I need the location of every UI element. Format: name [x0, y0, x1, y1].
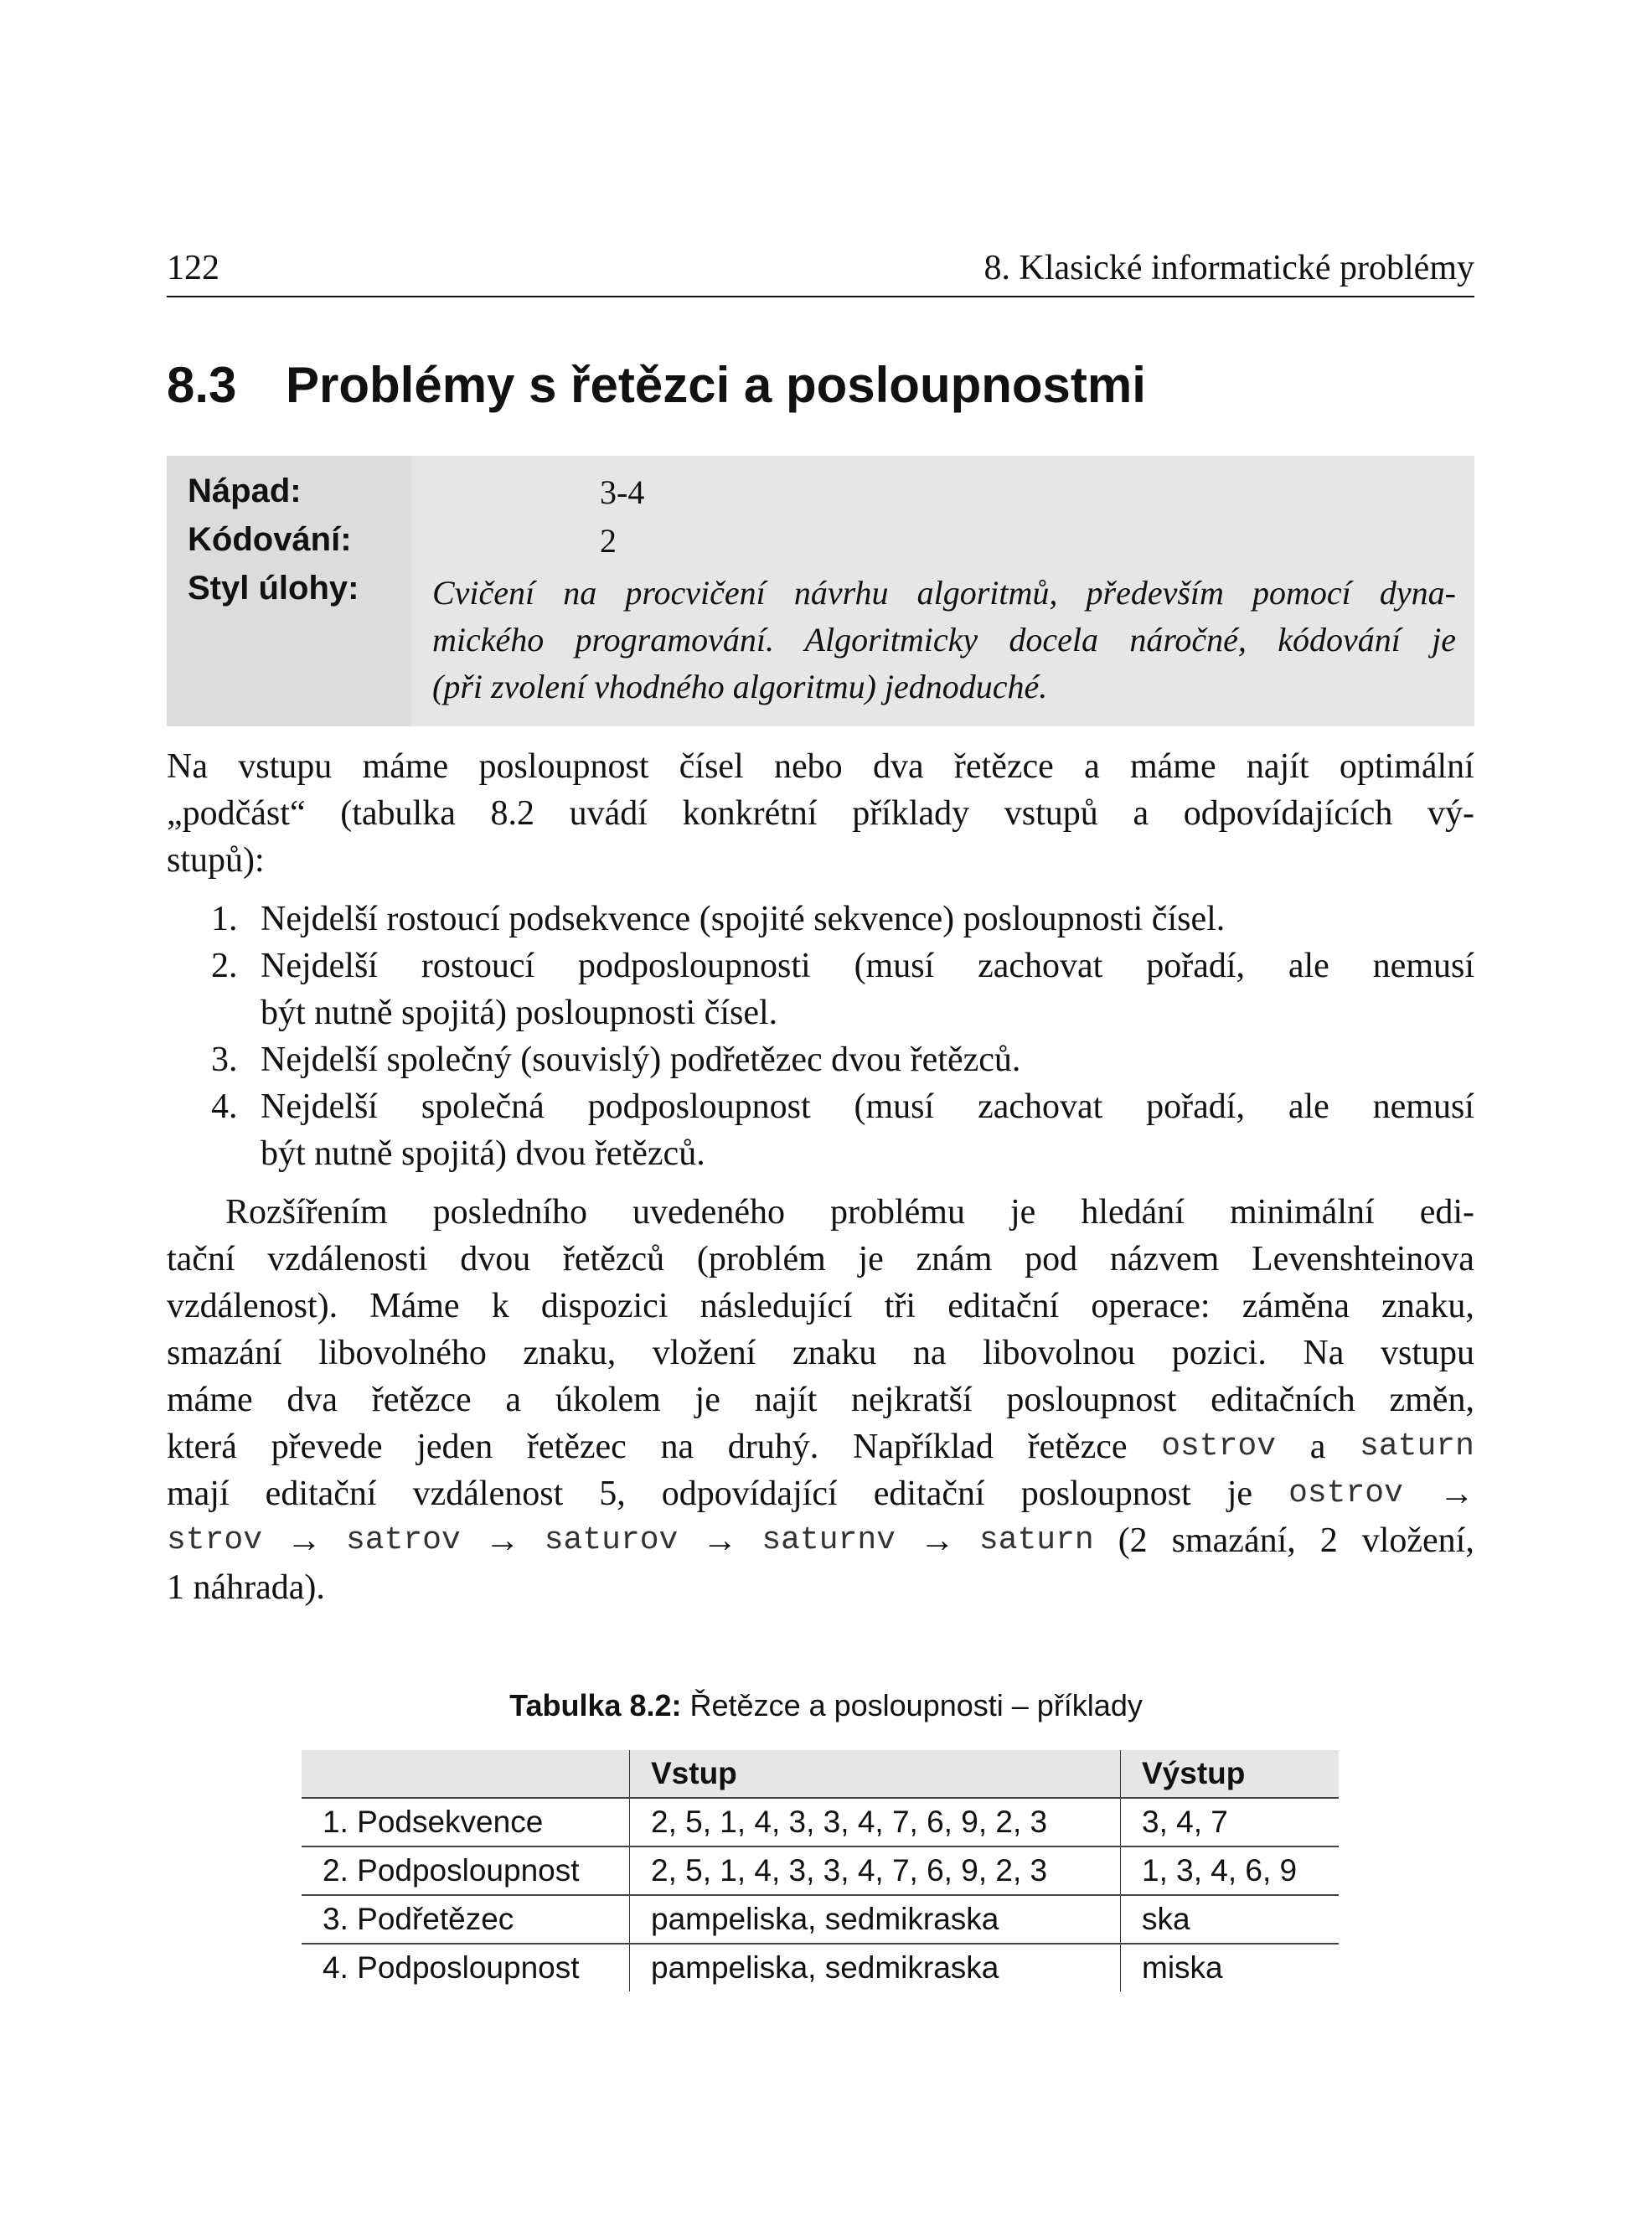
- word: je: [694, 1381, 720, 1419]
- kodovani-value: 2: [600, 522, 617, 560]
- problem-infobox: [167, 456, 1474, 726]
- page-number: 122: [167, 249, 219, 287]
- word: podřetězec: [669, 1041, 823, 1079]
- table-header-cell: [302, 1750, 630, 1798]
- word: řetězců: [562, 1240, 665, 1278]
- text-line: [261, 943, 1474, 989]
- napad-label: Nápad:: [188, 473, 302, 509]
- word: být: [261, 994, 306, 1032]
- word: dva: [287, 1381, 338, 1419]
- section-title: Problémy s řetězci a posloupnostmi: [286, 357, 1146, 413]
- text-line: [261, 1130, 1474, 1177]
- word: Rozšířením: [225, 1193, 388, 1232]
- table-header-cell: Výstup: [1121, 1750, 1340, 1798]
- word: společná: [421, 1087, 545, 1126]
- word: nebo: [774, 747, 843, 786]
- code-word: ostrov: [1288, 1475, 1403, 1511]
- word: druhý.: [727, 1428, 819, 1466]
- word: uvádí: [569, 794, 648, 833]
- word: [901, 1036, 911, 1083]
- table-header-row: [302, 1750, 1339, 1798]
- word: dva: [872, 747, 924, 786]
- word: tři: [884, 1287, 916, 1325]
- list-number: 2.: [211, 947, 238, 985]
- word: najít: [1246, 747, 1309, 786]
- word: [378, 1036, 387, 1083]
- text-line: [167, 1517, 1474, 1564]
- word: pořadí,: [1146, 1087, 1245, 1126]
- word: která: [167, 1428, 237, 1466]
- word: editační: [947, 1287, 1060, 1325]
- word: odpovídajících: [1183, 794, 1393, 833]
- code-word: saturn: [978, 1522, 1094, 1558]
- word: nutně: [314, 994, 393, 1032]
- table-cell: 2, 5, 1, 4, 3, 3, 4, 7, 6, 9, 2, 3: [630, 1798, 1121, 1846]
- word: [690, 896, 700, 943]
- word: libovolnou: [983, 1334, 1136, 1372]
- word: a: [505, 1381, 522, 1419]
- word: znaku,: [1381, 1287, 1474, 1325]
- word: čísel.: [1151, 900, 1226, 938]
- word: stupů):: [167, 841, 265, 880]
- word: pořadí,: [1146, 947, 1245, 985]
- word: Například: [852, 1428, 994, 1466]
- word: podposloupnosti: [578, 947, 811, 985]
- word: a: [1133, 794, 1149, 833]
- text-line: [261, 989, 1474, 1036]
- word: vzdálenost).: [167, 1287, 338, 1325]
- word: [507, 989, 516, 1036]
- text-line: [167, 1470, 1474, 1517]
- word: řetězce: [1027, 1428, 1128, 1466]
- word: odpovídající: [661, 1475, 838, 1513]
- word: problému: [830, 1193, 965, 1232]
- word: (souvislý): [520, 1041, 662, 1079]
- word: následující: [700, 1287, 853, 1325]
- word: vložení: [652, 1334, 756, 1372]
- word: máme: [1130, 747, 1216, 786]
- list-number: 3.: [211, 1041, 238, 1079]
- word: znaku: [792, 1334, 877, 1372]
- word: konkrétní: [682, 794, 818, 833]
- table-cell: pampeliska, sedmikraska: [630, 1944, 1121, 1991]
- word: (musí: [854, 1087, 935, 1126]
- word: mají: [167, 1475, 230, 1513]
- word: Nejdelší: [261, 900, 378, 938]
- table-row: [302, 1944, 1339, 1991]
- word: (2: [1118, 1521, 1148, 1560]
- word: znám: [916, 1240, 993, 1278]
- word: záměna: [1242, 1287, 1350, 1325]
- styl-label: Styl úlohy:: [188, 570, 359, 607]
- word: pozici.: [1171, 1334, 1267, 1372]
- word: je: [1226, 1475, 1253, 1513]
- word: (tabulka: [340, 794, 456, 833]
- word: nemusí: [1372, 947, 1474, 985]
- code-word: strov: [167, 1522, 263, 1558]
- word: máme: [362, 747, 449, 786]
- word: posloupnosti: [515, 994, 696, 1032]
- word: podposloupnost: [587, 1087, 811, 1126]
- styl-line: Cvičení na procvičení návrhu algoritmů, především pomocí dyna-: [432, 574, 1456, 612]
- table-cell: ska: [1121, 1895, 1340, 1944]
- text-line: [167, 1564, 1474, 1611]
- kodovani-label: Kódování:: [188, 521, 352, 558]
- text-line: [167, 1283, 1474, 1330]
- word: vstupu: [238, 747, 333, 786]
- word: převede: [271, 1428, 383, 1466]
- word: ale: [1288, 947, 1329, 985]
- word: pod: [1025, 1240, 1078, 1278]
- word: dispozici: [540, 1287, 669, 1325]
- word: smazání,: [1171, 1521, 1296, 1560]
- word: úkolem: [555, 1381, 661, 1419]
- word: [392, 989, 401, 1036]
- word: minimální: [1230, 1193, 1375, 1232]
- word: čísel.: [704, 994, 778, 1032]
- table-caption-text: Řetězce a posloupnosti – příklady: [681, 1688, 1143, 1722]
- word: posloupnost: [478, 747, 649, 786]
- code-word: saturnv: [761, 1522, 896, 1558]
- word: [695, 989, 705, 1036]
- text-line: [167, 1423, 1474, 1470]
- word: vstupu: [1380, 1334, 1474, 1372]
- word: sekvence): [813, 900, 955, 938]
- word: →: [702, 1521, 738, 1560]
- table-cell: 1, 3, 4, 6, 9: [1121, 1846, 1340, 1895]
- word: →: [484, 1521, 520, 1560]
- table-cell: 4. Podposloupnost: [323, 1950, 580, 1985]
- section-number: 8.3: [167, 357, 237, 413]
- text-line: [167, 790, 1474, 837]
- code-word: saturn: [1360, 1428, 1474, 1464]
- examples-table: [302, 1750, 1339, 1991]
- text-line: [261, 1083, 1474, 1130]
- word: →: [1438, 1475, 1474, 1513]
- word: Levenshteinova: [1252, 1240, 1474, 1278]
- word: řetězce: [953, 747, 1054, 786]
- word: najít: [754, 1381, 818, 1419]
- table-caption-label: Tabulka 8.2:: [509, 1688, 682, 1722]
- table-cell: 1. Podsekvence: [302, 1798, 630, 1846]
- styl-line: (při zvolení vhodného algoritmu) jednoduché.: [432, 668, 1048, 705]
- word: znaku,: [523, 1334, 617, 1372]
- word: příklady: [852, 794, 970, 833]
- word: [661, 1036, 670, 1083]
- word: je: [858, 1240, 884, 1278]
- word: podsekvence: [509, 900, 691, 938]
- word: editační: [265, 1475, 377, 1513]
- word: vstupů: [1004, 794, 1098, 833]
- word: společný: [386, 1041, 512, 1079]
- text-line: [167, 837, 1474, 884]
- styl-line: mického programování. Algoritmicky docela náročné, kódování je: [432, 621, 1456, 659]
- word: názvem: [1109, 1240, 1220, 1278]
- word: optimální: [1339, 747, 1474, 786]
- word: Na: [1303, 1334, 1345, 1372]
- word: [392, 1130, 401, 1177]
- word: (problém: [696, 1240, 826, 1278]
- word: [805, 896, 814, 943]
- table-cell: 2. Podposloupnost: [302, 1846, 630, 1895]
- word: řetězce: [371, 1381, 472, 1419]
- text-line: [167, 1236, 1474, 1283]
- word: rostoucí: [386, 900, 500, 938]
- text-line: [261, 1036, 1474, 1083]
- table-cell: 2, 5, 1, 4, 3, 3, 4, 7, 6, 9, 2, 3: [630, 1846, 1121, 1895]
- word: editačních: [1211, 1381, 1355, 1419]
- word: být: [261, 1134, 306, 1173]
- word: vý-: [1427, 794, 1474, 833]
- word: (spojité: [699, 900, 805, 938]
- word: dvou: [515, 1134, 586, 1173]
- word: [823, 1036, 832, 1083]
- word: Nejdelší: [261, 1041, 378, 1079]
- running-header: [167, 248, 1474, 288]
- styl-value: [432, 570, 1456, 710]
- word: na: [660, 1428, 694, 1466]
- word: [954, 896, 963, 943]
- word: posloupnosti: [963, 900, 1143, 938]
- word: vzdálenost: [412, 1475, 564, 1513]
- word: (musí: [854, 947, 935, 985]
- word: hledání: [1081, 1193, 1185, 1232]
- word: ale: [1288, 1087, 1329, 1126]
- word: Nejdelší: [261, 947, 378, 985]
- word: řetězců.: [910, 1041, 1021, 1079]
- word: posloupnost: [1020, 1475, 1191, 1513]
- table-cell: miska: [1121, 1944, 1340, 1991]
- word: [184, 1564, 194, 1611]
- word: dvou: [831, 1041, 902, 1079]
- table-caption: [0, 1688, 1652, 1723]
- word: „podčást“: [167, 794, 306, 833]
- word: Máme: [369, 1287, 460, 1325]
- word: 1: [167, 1568, 184, 1607]
- code-word: satrov: [345, 1522, 461, 1558]
- word: 5,: [599, 1475, 626, 1513]
- text-line: [261, 896, 1474, 943]
- table-header-cell: Vstup: [630, 1750, 1121, 1798]
- word: uvedeného: [632, 1193, 785, 1232]
- word: [586, 1130, 595, 1177]
- word: je: [1010, 1193, 1036, 1232]
- word: náhrada).: [193, 1568, 325, 1607]
- word: tační: [167, 1240, 235, 1278]
- word: [500, 896, 509, 943]
- word: edi-: [1419, 1193, 1474, 1232]
- word: vzdálenosti: [267, 1240, 428, 1278]
- word: →: [287, 1521, 322, 1560]
- word: Nejdelší: [261, 1087, 378, 1126]
- word: spojitá): [400, 1134, 507, 1173]
- word: 8.2: [490, 794, 534, 833]
- word: [306, 1130, 315, 1177]
- word: libovolného: [318, 1334, 487, 1372]
- text-line: [167, 1330, 1474, 1376]
- word: posloupnost: [1006, 1381, 1177, 1419]
- table-cell: 3, 4, 7: [1121, 1798, 1340, 1846]
- word: máme: [167, 1381, 253, 1419]
- text-line: [167, 743, 1474, 790]
- header-rule: [167, 296, 1474, 297]
- text-line: [167, 1189, 1474, 1236]
- word: na: [912, 1334, 947, 1372]
- word: a: [1309, 1428, 1326, 1466]
- word: k: [491, 1287, 509, 1325]
- word: řetězec: [526, 1428, 627, 1466]
- word: dvou: [460, 1240, 531, 1278]
- word: zachovat: [978, 947, 1103, 985]
- word: Na: [167, 747, 208, 786]
- word: →: [919, 1521, 955, 1560]
- word: rostoucí: [421, 947, 535, 985]
- word: nejkratší: [851, 1381, 973, 1419]
- word: posledního: [432, 1193, 587, 1232]
- word: [378, 896, 387, 943]
- word: [306, 989, 315, 1036]
- word: vložení,: [1361, 1521, 1474, 1560]
- table-row: [302, 1798, 1339, 1846]
- word: a: [1084, 747, 1100, 786]
- word: čísel: [679, 747, 744, 786]
- word: změn,: [1389, 1381, 1474, 1419]
- list-number: 1.: [211, 900, 238, 938]
- table-row: [302, 1846, 1339, 1895]
- word: řetězců.: [594, 1134, 705, 1173]
- word: 2: [1319, 1521, 1338, 1560]
- table-row: [302, 1895, 1339, 1944]
- word: nemusí: [1372, 1087, 1474, 1126]
- table-cell: 3. Podřetězec: [302, 1895, 630, 1944]
- word: editační: [873, 1475, 985, 1513]
- code-word: saturov: [544, 1522, 679, 1558]
- text-line: [167, 1376, 1474, 1423]
- word: operace:: [1091, 1287, 1211, 1325]
- section-heading: [167, 356, 1146, 414]
- word: smazání: [167, 1334, 282, 1372]
- table-cell: pampeliska, sedmikraska: [630, 1895, 1121, 1944]
- list-number: 4.: [211, 1087, 238, 1126]
- word: nutně: [314, 1134, 393, 1173]
- word: jeden: [416, 1428, 493, 1466]
- word: zachovat: [978, 1087, 1103, 1126]
- word: spojitá): [400, 994, 507, 1032]
- chapter-title: 8. Klasické informatické problémy: [983, 249, 1474, 287]
- code-word: ostrov: [1161, 1428, 1277, 1464]
- word: [507, 1130, 516, 1177]
- word: [512, 1036, 521, 1083]
- napad-value: 3-4: [600, 473, 645, 511]
- word: [1143, 896, 1152, 943]
